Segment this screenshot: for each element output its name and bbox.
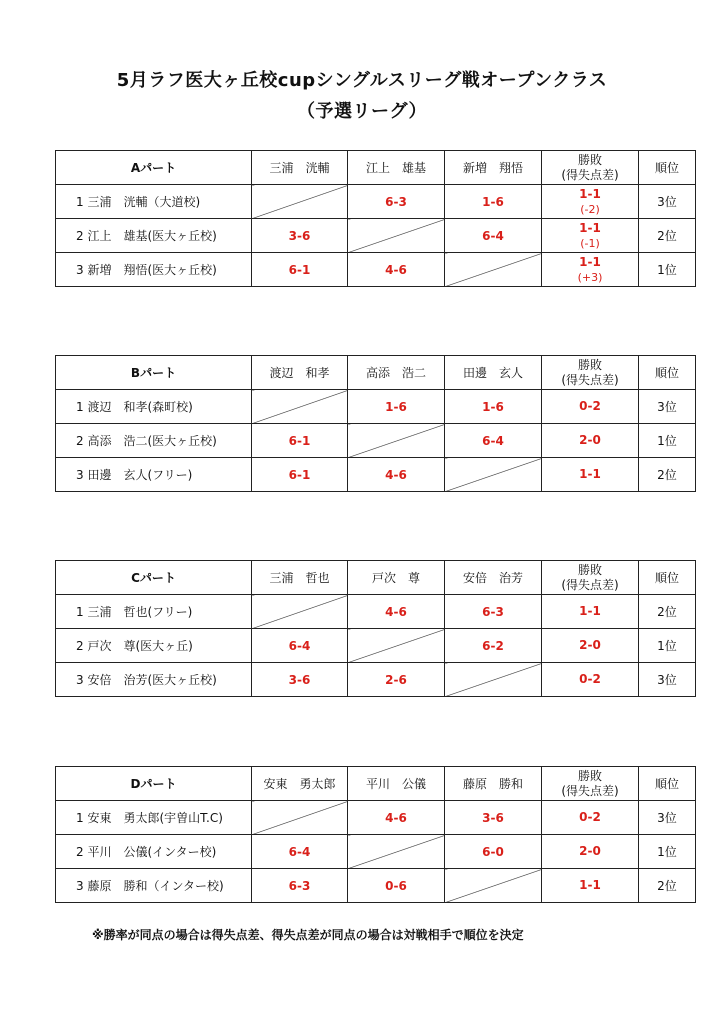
league-table-d bbox=[55, 766, 696, 903]
record-cell: 0-2 bbox=[542, 801, 639, 835]
diff-label: (得失点差) bbox=[561, 372, 619, 387]
record-cell: 2-0 bbox=[542, 629, 639, 663]
win-loss-header bbox=[542, 561, 639, 595]
league-table-b bbox=[55, 355, 696, 492]
part-label: Cパート bbox=[56, 561, 252, 595]
header-row bbox=[56, 151, 696, 185]
score-cell: 1-6 bbox=[348, 390, 445, 424]
score-cell: 6-4 bbox=[445, 424, 542, 458]
player-name: 3 新増 翔悟(医大ヶ丘校) bbox=[56, 253, 252, 287]
player-name: 1 渡辺 和孝(森町校) bbox=[56, 390, 252, 424]
player-header: 渡辺 和孝 bbox=[252, 356, 348, 390]
player-header: 平川 公儀 bbox=[348, 767, 445, 801]
record-cell: 1-1 bbox=[542, 595, 639, 629]
player-name: 2 高添 浩二(医大ヶ丘校) bbox=[56, 424, 252, 458]
player-header: 高添 浩二 bbox=[348, 356, 445, 390]
self-match-cell bbox=[445, 869, 542, 903]
self-match-cell bbox=[445, 663, 542, 697]
diff-value: (+3) bbox=[577, 270, 603, 284]
table-row bbox=[56, 424, 696, 458]
diff-label: (得失点差) bbox=[561, 783, 619, 798]
table-row bbox=[56, 801, 696, 835]
self-match-cell bbox=[348, 219, 445, 253]
win-loss-header bbox=[542, 356, 639, 390]
score-cell: 4-6 bbox=[348, 801, 445, 835]
score-cell: 6-0 bbox=[445, 835, 542, 869]
win-loss-header bbox=[542, 151, 639, 185]
rank-cell: 2位 bbox=[639, 458, 696, 492]
record-value: 1-1 bbox=[579, 186, 601, 201]
rank-cell: 3位 bbox=[639, 801, 696, 835]
table-row bbox=[56, 629, 696, 663]
rank-header: 順位 bbox=[639, 356, 696, 390]
record-cell: 1-1 bbox=[542, 458, 639, 492]
table-row bbox=[56, 869, 696, 903]
table-row bbox=[56, 390, 696, 424]
rank-header: 順位 bbox=[639, 767, 696, 801]
diff-value: (-2) bbox=[580, 202, 600, 216]
score-cell: 6-3 bbox=[445, 595, 542, 629]
header-row bbox=[56, 561, 696, 595]
win-loss-label: 勝敗 bbox=[577, 357, 602, 372]
rank-cell: 1位 bbox=[639, 835, 696, 869]
player-name: 1 安東 勇太郎(宇曽山T.C) bbox=[56, 801, 252, 835]
player-name: 2 江上 雄基(医大ヶ丘校) bbox=[56, 219, 252, 253]
diff-label: (得失点差) bbox=[561, 577, 619, 592]
score-cell: 6-1 bbox=[252, 458, 348, 492]
header-row bbox=[56, 767, 696, 801]
table-row bbox=[56, 219, 696, 253]
player-header: 田邊 玄人 bbox=[445, 356, 542, 390]
win-loss-header bbox=[542, 767, 639, 801]
player-name: 3 田邊 玄人(フリー) bbox=[56, 458, 252, 492]
score-cell: 2-6 bbox=[348, 663, 445, 697]
rank-cell: 2位 bbox=[639, 219, 696, 253]
rank-cell: 1位 bbox=[639, 424, 696, 458]
rank-cell: 3位 bbox=[639, 390, 696, 424]
player-name: 1 三浦 哲也(フリー) bbox=[56, 595, 252, 629]
win-loss-label: 勝敗 bbox=[577, 562, 602, 577]
page-title: 5月ラフ医大ヶ丘校cupシングルスリーグ戦オープンクラス bbox=[116, 70, 608, 91]
score-cell: 3-6 bbox=[252, 219, 348, 253]
diff-value: (-1) bbox=[580, 236, 600, 250]
player-name: 3 安倍 治芳(医大ヶ丘校) bbox=[56, 663, 252, 697]
player-header: 江上 雄基 bbox=[348, 151, 445, 185]
score-cell: 6-1 bbox=[252, 424, 348, 458]
part-label: Dパート bbox=[56, 767, 252, 801]
player-name: 3 藤原 勝和（インター校) bbox=[56, 869, 252, 903]
record-cell bbox=[542, 185, 639, 219]
score-cell: 4-6 bbox=[348, 253, 445, 287]
win-loss-label: 勝敗 bbox=[577, 152, 602, 167]
player-header: 藤原 勝和 bbox=[445, 767, 542, 801]
table-row bbox=[56, 458, 696, 492]
record-cell bbox=[542, 253, 639, 287]
league-table-c bbox=[55, 560, 696, 697]
rank-header: 順位 bbox=[639, 561, 696, 595]
rank-header: 順位 bbox=[639, 151, 696, 185]
self-match-cell bbox=[252, 595, 348, 629]
player-header: 三浦 哲也 bbox=[252, 561, 348, 595]
rank-cell: 3位 bbox=[639, 663, 696, 697]
record-value: 1-1 bbox=[579, 254, 601, 269]
score-cell: 6-4 bbox=[252, 629, 348, 663]
player-header: 三浦 洸輔 bbox=[252, 151, 348, 185]
league-table-a bbox=[55, 150, 696, 287]
record-cell: 2-0 bbox=[542, 424, 639, 458]
rank-cell: 1位 bbox=[639, 253, 696, 287]
score-cell: 6-1 bbox=[252, 253, 348, 287]
record-cell: 2-0 bbox=[542, 835, 639, 869]
table-row bbox=[56, 663, 696, 697]
player-header: 戸次 尊 bbox=[348, 561, 445, 595]
tiebreak-note: ※勝率が同点の場合は得失点差、得失点差が同点の場合は対戦相手で順位を決定 bbox=[92, 928, 524, 942]
score-cell: 4-6 bbox=[348, 595, 445, 629]
score-cell: 1-6 bbox=[445, 185, 542, 219]
self-match-cell bbox=[445, 458, 542, 492]
table-row bbox=[56, 185, 696, 219]
score-cell: 6-4 bbox=[252, 835, 348, 869]
score-cell: 3-6 bbox=[445, 801, 542, 835]
self-match-cell bbox=[252, 185, 348, 219]
record-cell bbox=[542, 219, 639, 253]
record-cell: 1-1 bbox=[542, 869, 639, 903]
player-header: 安東 勇太郎 bbox=[252, 767, 348, 801]
self-match-cell bbox=[252, 390, 348, 424]
record-cell: 0-2 bbox=[542, 663, 639, 697]
table-row bbox=[56, 835, 696, 869]
rank-cell: 1位 bbox=[639, 629, 696, 663]
player-name: 2 平川 公儀(インター校) bbox=[56, 835, 252, 869]
rank-cell: 3位 bbox=[639, 185, 696, 219]
self-match-cell bbox=[348, 835, 445, 869]
self-match-cell bbox=[348, 424, 445, 458]
record-cell: 0-2 bbox=[542, 390, 639, 424]
score-cell: 6-3 bbox=[348, 185, 445, 219]
header-row bbox=[56, 356, 696, 390]
player-name: 1 三浦 洸輔（大道校) bbox=[56, 185, 252, 219]
win-loss-label: 勝敗 bbox=[577, 768, 602, 783]
score-cell: 3-6 bbox=[252, 663, 348, 697]
score-cell: 4-6 bbox=[348, 458, 445, 492]
self-match-cell bbox=[445, 253, 542, 287]
record-value: 1-1 bbox=[579, 220, 601, 235]
page-subtitle: （予選リーグ） bbox=[296, 101, 428, 122]
score-cell: 6-3 bbox=[252, 869, 348, 903]
part-label: Bパート bbox=[56, 356, 252, 390]
player-header: 安倍 治芳 bbox=[445, 561, 542, 595]
score-cell: 0-6 bbox=[348, 869, 445, 903]
player-name: 2 戸次 尊(医大ヶ丘) bbox=[56, 629, 252, 663]
score-cell: 6-4 bbox=[445, 219, 542, 253]
score-cell: 6-2 bbox=[445, 629, 542, 663]
player-header: 新増 翔悟 bbox=[445, 151, 542, 185]
self-match-cell bbox=[252, 801, 348, 835]
diff-label: (得失点差) bbox=[561, 167, 619, 182]
rank-cell: 2位 bbox=[639, 869, 696, 903]
table-row bbox=[56, 595, 696, 629]
part-label: Aパート bbox=[56, 151, 252, 185]
rank-cell: 2位 bbox=[639, 595, 696, 629]
self-match-cell bbox=[348, 629, 445, 663]
table-row bbox=[56, 253, 696, 287]
score-cell: 1-6 bbox=[445, 390, 542, 424]
